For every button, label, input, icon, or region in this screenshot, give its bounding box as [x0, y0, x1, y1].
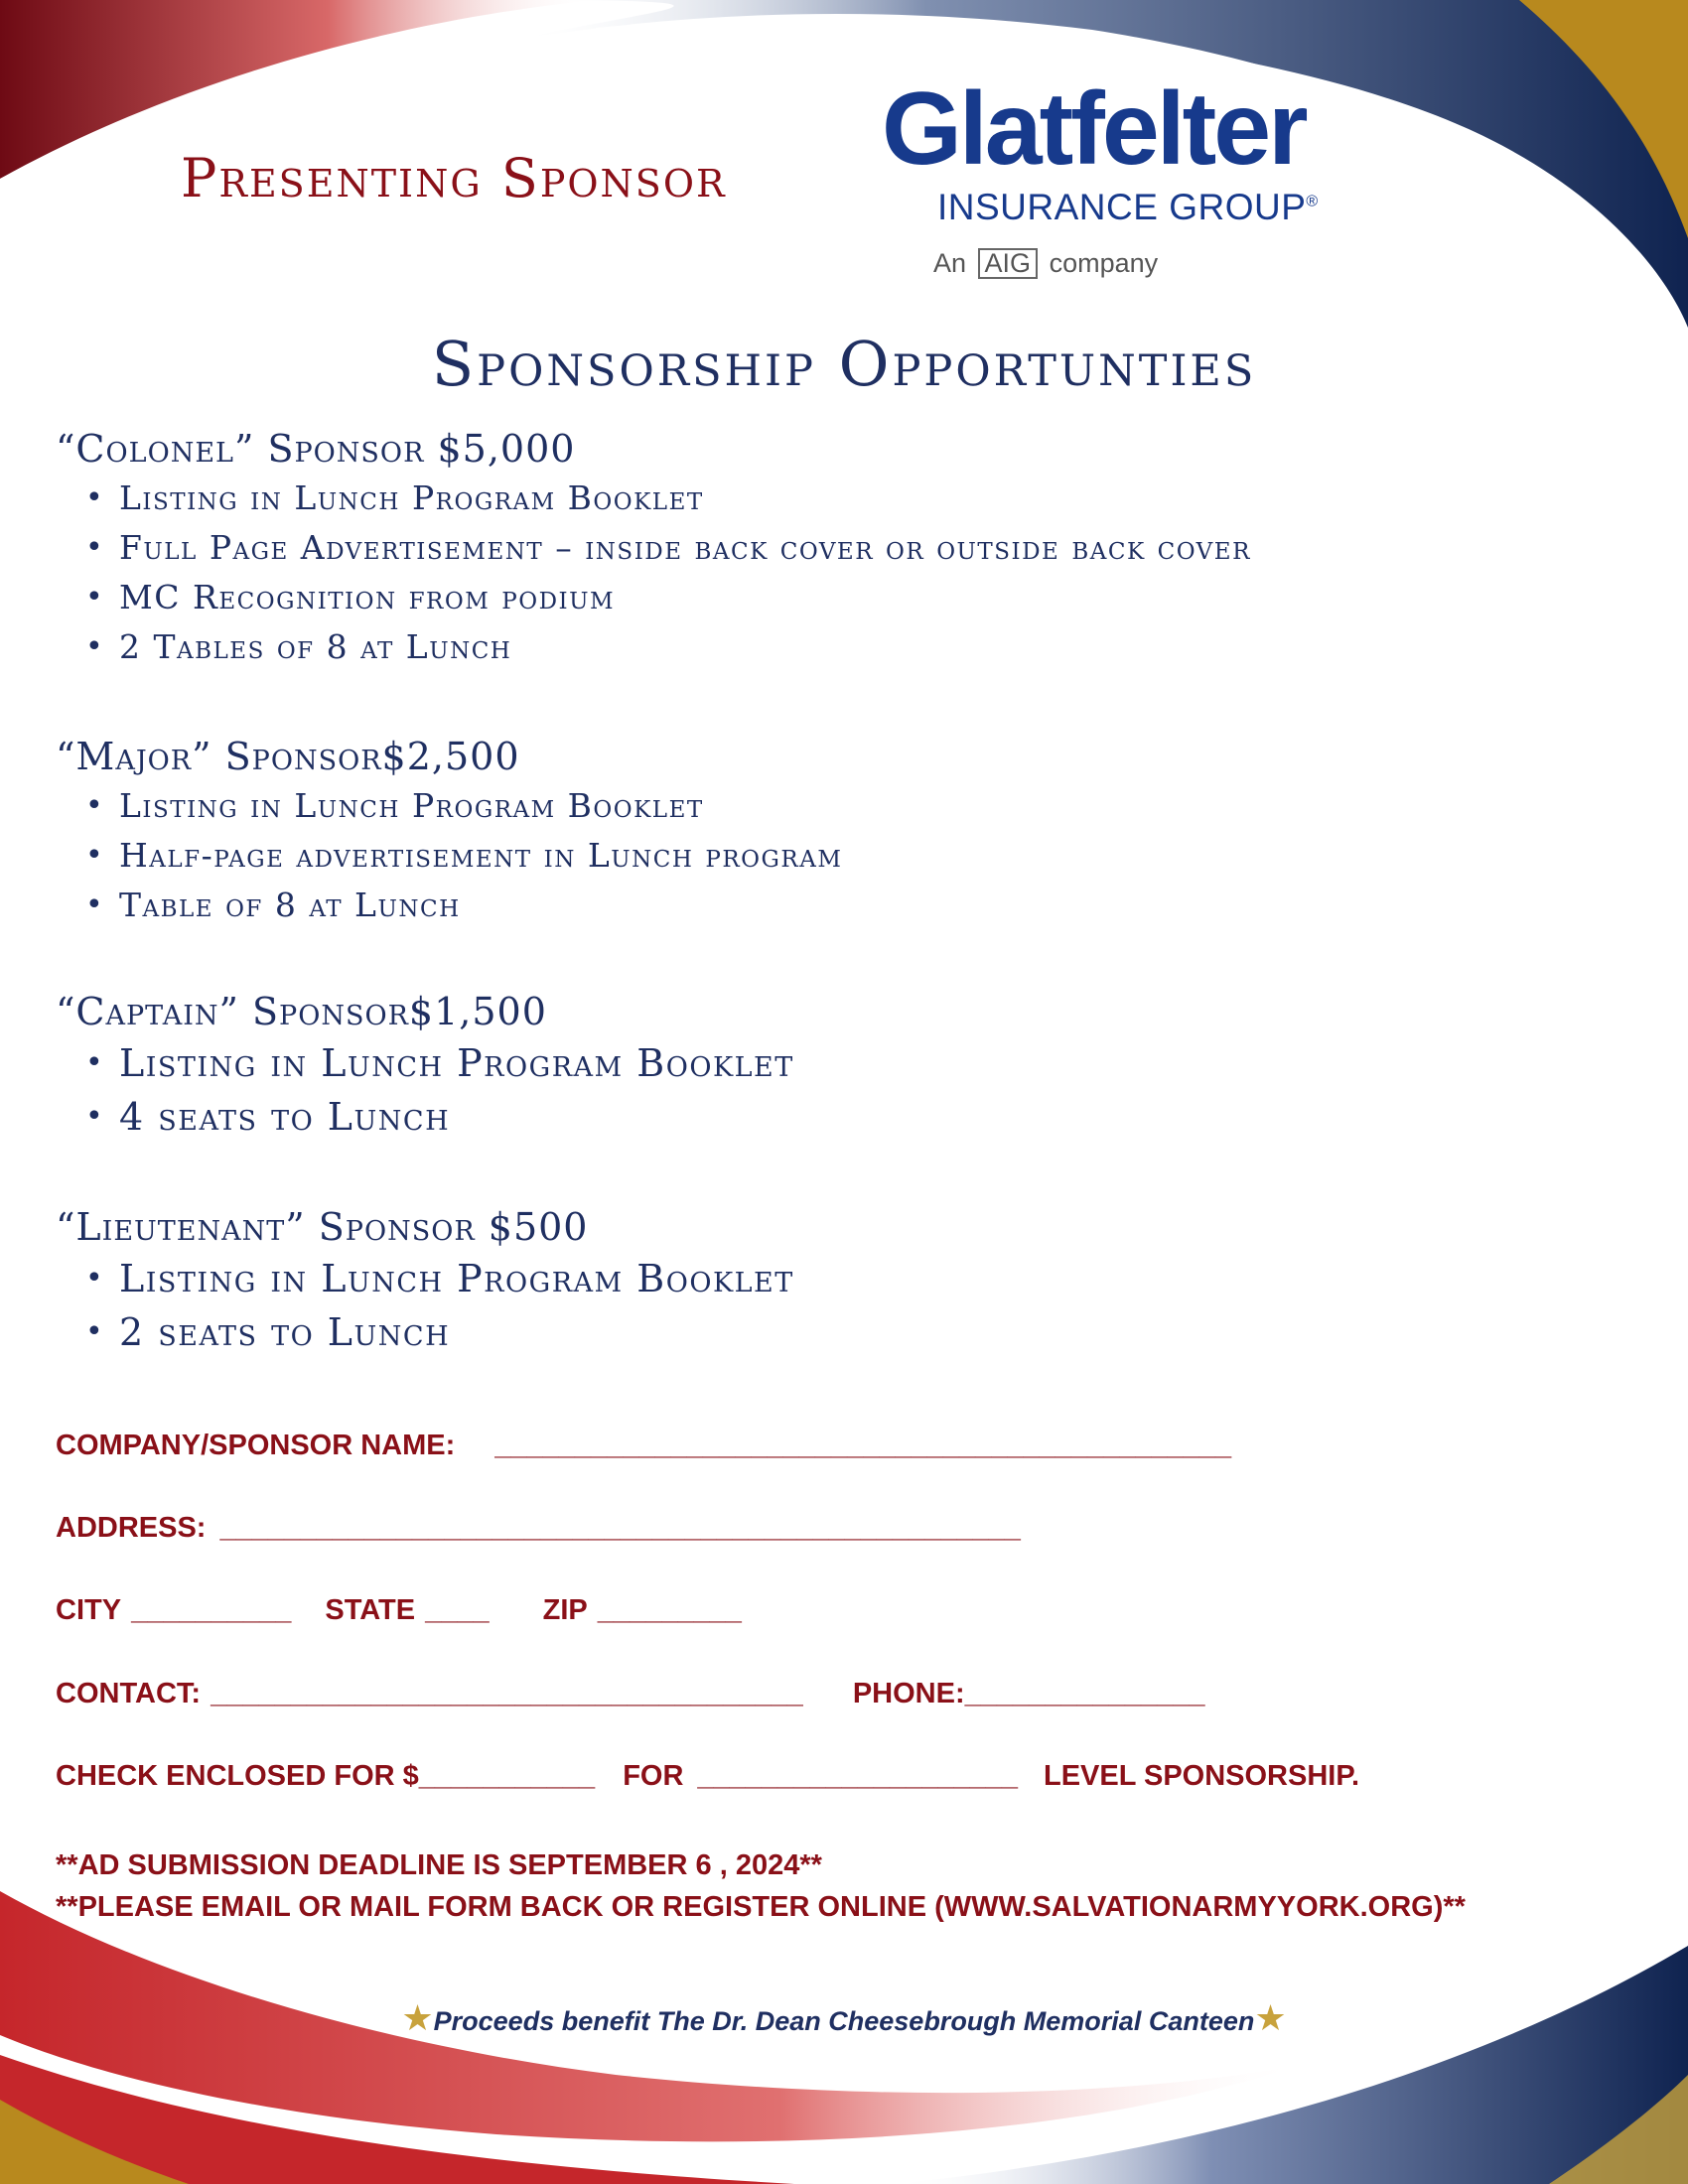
registered-mark: ®: [1306, 193, 1319, 210]
benefit-item: • Listing in Lunch Program Booklet: [119, 474, 1251, 523]
tier-benefits: [56, 474, 1251, 672]
address-row: [56, 1512, 1021, 1545]
state-field[interactable]: ____: [425, 1594, 490, 1626]
benefit-item: • 2 Tables of 8 at Lunch: [119, 622, 1251, 672]
aig-badge: AIG: [978, 248, 1039, 279]
tier-benefits: [56, 1036, 794, 1144]
state-label: STATE: [325, 1594, 416, 1626]
register-note: **PLEASE EMAIL OR MAIL FORM BACK OR REGISTER ONLINE (WWW.SALVATIONARMYYORK.ORG)**: [56, 1891, 1466, 1923]
tier-lieutenant: [56, 1203, 794, 1359]
logo-subtitle: [937, 189, 1319, 225]
tier-captain: [56, 988, 794, 1144]
contact-label: CONTACT:: [56, 1678, 202, 1709]
logo-tagline: [933, 248, 1158, 279]
tier-heading: “Colonel” Sponsor $5,000: [56, 427, 576, 471]
bottom-right-navy-swoosh: [894, 1946, 1688, 2184]
company-name-field[interactable]: ______________________________________________: [494, 1430, 1232, 1461]
tier-heading: “Lieutenant” Sponsor $500: [56, 1205, 589, 1249]
check-row: [56, 1760, 1359, 1793]
footer: [0, 1997, 1688, 2039]
tier-heading: “Major” Sponsor$2,500: [56, 735, 520, 778]
star-icon: ★: [1254, 1997, 1287, 2038]
benefit-item: • Half-page advertisement in Lunch program: [119, 831, 842, 881]
logo-subtitle-text: INSURANCE GROUP: [937, 187, 1307, 227]
deadline-note: **AD SUBMISSION DEADLINE IS SEPTEMBER 6 , 2024**: [56, 1849, 822, 1881]
benefit-item: • Table of 8 at Lunch: [119, 881, 842, 930]
presenting-sponsor-label: Presenting Sponsor: [181, 147, 727, 209]
star-icon: ★: [401, 1997, 434, 2038]
benefit-item: • 4 seats to Lunch: [119, 1090, 794, 1144]
tier-benefits: [56, 1252, 794, 1359]
company-row: [56, 1430, 1231, 1462]
submission-notes: [56, 1844, 1466, 1928]
check-label: CHECK ENCLOSED FOR $: [56, 1760, 419, 1792]
level-sponsorship-label: LEVEL SPONSORSHIP.: [1043, 1760, 1360, 1792]
city-state-zip-row: [56, 1594, 742, 1627]
level-field[interactable]: ____________________: [697, 1760, 1018, 1792]
for-label: FOR: [623, 1760, 684, 1792]
logo-tag-prefix: An: [933, 248, 967, 278]
tier-colonel: [56, 425, 1251, 672]
address-field[interactable]: __________________________________________________: [219, 1512, 1021, 1544]
contact-field[interactable]: _____________________________________: [211, 1678, 803, 1709]
benefit-item: • Listing in Lunch Program Booklet: [119, 1036, 794, 1090]
company-label: COMPANY/SPONSOR NAME:: [56, 1430, 456, 1461]
logo-tag-suffix: company: [1049, 248, 1159, 278]
city-field[interactable]: __________: [131, 1594, 292, 1626]
address-label: ADDRESS:: [56, 1512, 207, 1544]
glatfelter-logo: [882, 71, 1329, 296]
check-amount-field[interactable]: ___________: [418, 1760, 596, 1792]
contact-phone-row: [56, 1678, 1205, 1710]
logo-name: Glatfelter: [882, 71, 1306, 187]
benefit-item: • Full Page Advertisement – inside back cover or outside back cover: [119, 523, 1251, 573]
benefit-item: • 2 seats to Lunch: [119, 1305, 794, 1359]
benefit-item: • MC Recognition from podium: [119, 573, 1251, 622]
page-title: Sponsorship Opportunties: [431, 328, 1257, 400]
benefit-item: • Listing in Lunch Program Booklet: [119, 781, 842, 831]
footer-text: Proceeds benefit The Dr. Dean Cheesebrough Memorial Canteen: [433, 2006, 1255, 2036]
tier-major: [56, 733, 842, 930]
zip-label: ZIP: [542, 1594, 588, 1626]
benefit-item: • Listing in Lunch Program Booklet: [119, 1252, 794, 1305]
zip-field[interactable]: _________: [597, 1594, 742, 1626]
city-label: CITY: [56, 1594, 122, 1626]
phone-label: PHONE:: [852, 1678, 965, 1709]
tier-benefits: [56, 781, 842, 930]
phone-field[interactable]: _______________: [964, 1678, 1205, 1709]
tier-heading: “Captain” Sponsor$1,500: [56, 990, 547, 1033]
